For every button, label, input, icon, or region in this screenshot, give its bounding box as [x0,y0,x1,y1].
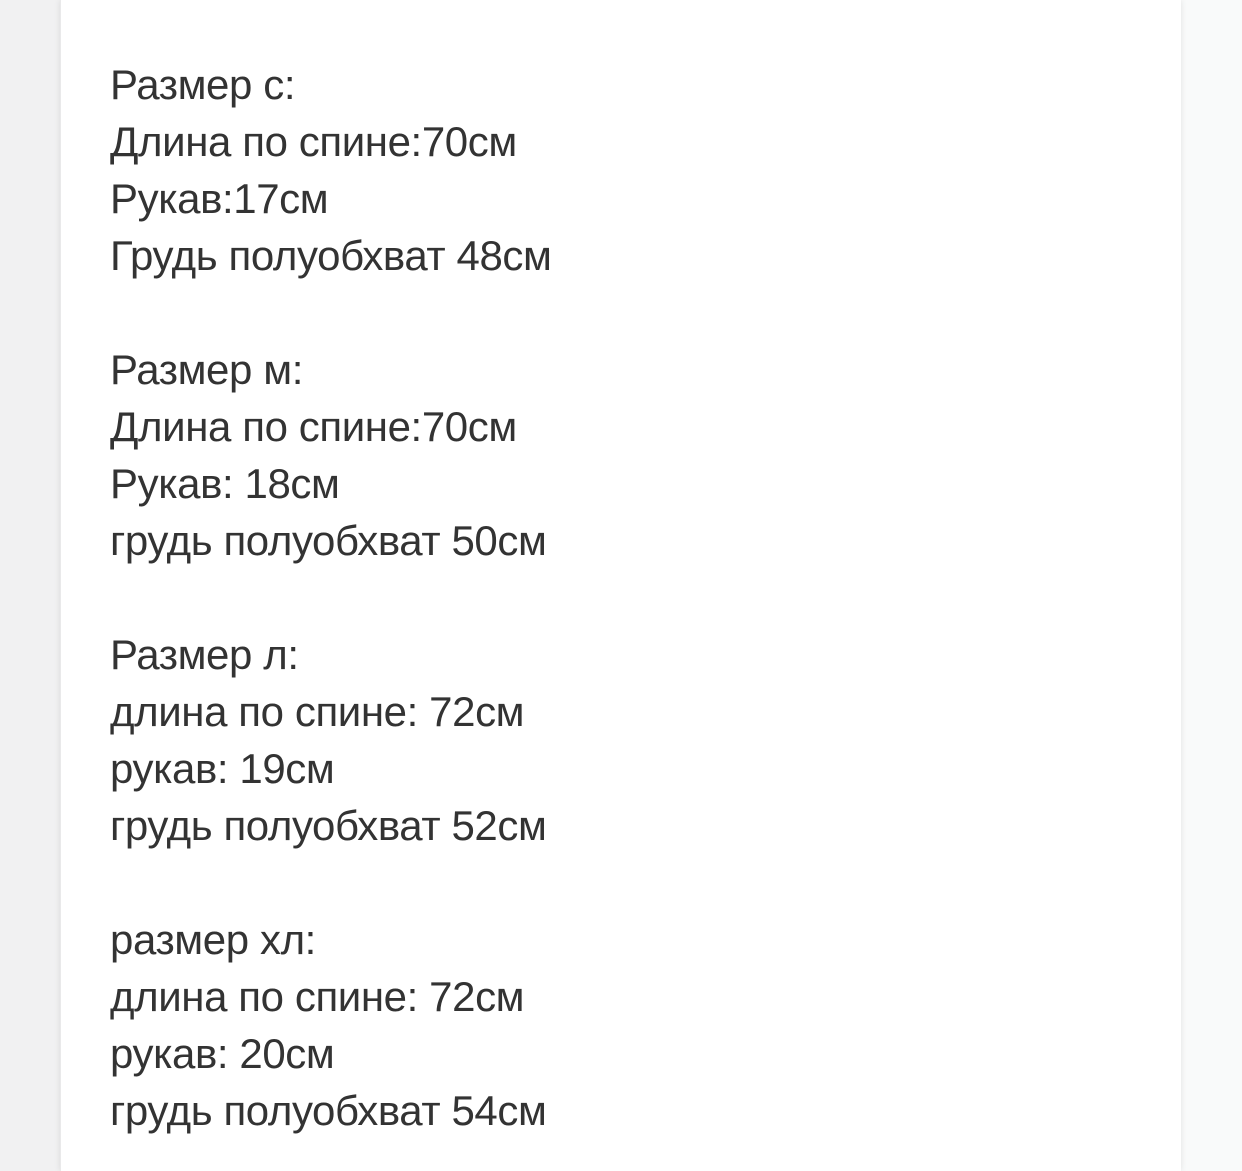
measurement-sleeve: рукав: 20см [110,1030,335,1077]
right-gutter [1181,0,1242,1171]
measurement-sleeve: Рукав:17см [110,175,329,222]
size-title: размер хл: [110,916,316,963]
measurement-back-length: Длина по спине:70см [110,403,517,450]
measurement-back-length: Длина по спине:70см [110,118,517,165]
measurement-back-length: длина по спине: 72см [110,973,525,1020]
measurement-chest: грудь полуобхват 50см [110,517,547,564]
left-gutter [0,0,60,1171]
size-block-m [110,341,1161,569]
measurement-chest: грудь полуобхват 54см [110,1087,547,1134]
size-block-l [110,626,1161,854]
size-title: Размер с: [110,61,296,108]
measurement-sleeve: Рукав: 18см [110,460,340,507]
size-title: Размер м: [110,346,303,393]
product-description-panel [60,0,1181,1171]
size-block-s [110,56,1161,284]
measurement-back-length: длина по спине: 72см [110,688,525,735]
size-title: Размер л: [110,631,299,678]
measurement-chest: грудь полуобхват 52см [110,802,547,849]
measurement-chest: Грудь полуобхват 48см [110,232,552,279]
measurement-sleeve: рукав: 19см [110,745,335,792]
size-block-xl [110,911,1161,1139]
